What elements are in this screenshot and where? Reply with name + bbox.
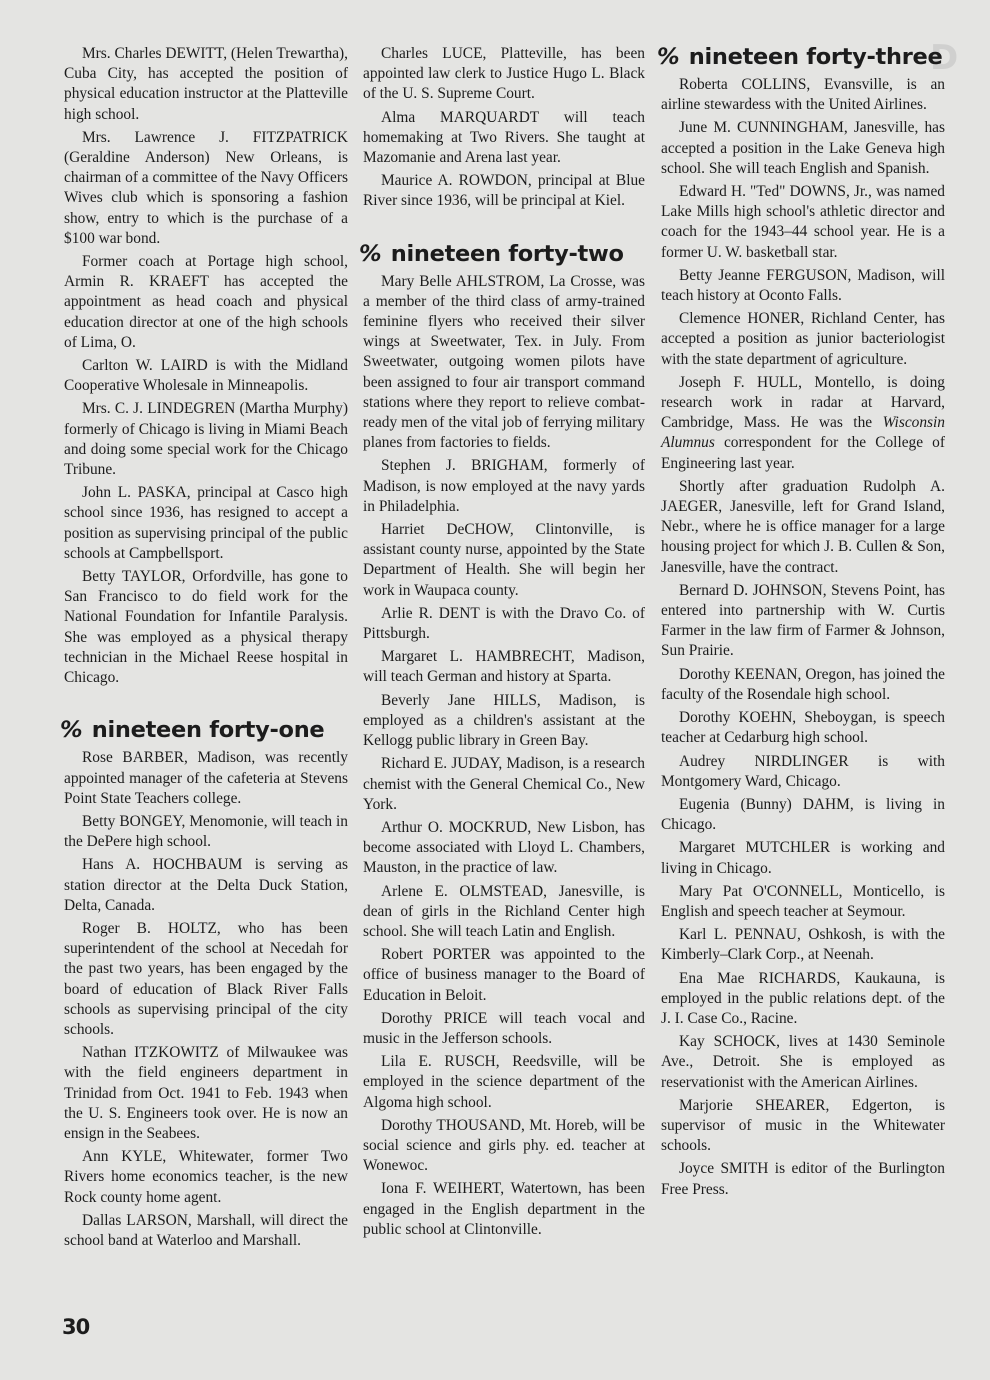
- item-price: Dorothy PRICE will teach vocal and music in the Jefferson schools.: [363, 1009, 645, 1047]
- item-itzkowitz: Nathan ITZKOWITZ of Milwaukee was with the field engineers department in Trinidad from Oct. 1941 to Feb. 1943 when the U. S. Engineers took over. He is now an ensign in the Seabees.: [64, 1044, 348, 1142]
- column-2: [359, 44, 645, 1243]
- page-number: 30: [62, 1315, 90, 1339]
- next-page-bleed-letter: D: [930, 38, 959, 78]
- item-hambrecht: Margaret L. HAMBRECHT, Madison, will teach German and history at Sparta.: [363, 648, 645, 686]
- section-heading-1941: % nineteen forty-one: [60, 717, 325, 744]
- item-koehn: Dorothy KOEHN, Sheboygan, is speech teacher at Cedarburg high school.: [661, 709, 945, 747]
- item-dent: Arlie R. DENT is with the Dravo Co. of Pittsburgh.: [363, 604, 645, 643]
- class-mark-icon: %: [359, 240, 382, 267]
- item-luce: Charles LUCE, Platteville, has been appointed law clerk to Justice Hugo L. Black of the U. S. Supreme Court.: [363, 45, 645, 103]
- item-mockrud: Arthur O. MOCKRUD, New Lisbon, has become associated with Lloyd L. Chambers, Mauston, in the practice of law.: [363, 818, 645, 877]
- item-larson: Dallas LARSON, Marshall, will direct the school band at Waterloo and Marshall.: [64, 1211, 348, 1249]
- item-nirdlinger: Audrey NIRDLINGER is with Montgomery Ward, Chicago.: [661, 752, 945, 790]
- item-weihert: Iona F. WEIHERT, Watertown, has been engaged in the English department in the public school at Clintonville.: [363, 1180, 645, 1238]
- item-marquardt: Alma MARQUARDT will teach homemaking at Two Rivers. She taught at Mazomanie and Arena last year.: [363, 108, 645, 167]
- item-shearer: Marjorie SHEARER, Edgerton, is supervisor of music in the Whitewater schools.: [661, 1096, 945, 1155]
- item-richards: Ena Mae RICHARDS, Kaukauna, is employed in the public relations dept. of the J. I. Case Co., Racine.: [661, 969, 945, 1027]
- item-downs: Edward H. "Ted" DOWNS, Jr., was named Lake Mills high school's athletic director and coach for the 1943–44 school year. He is a former U. W. basketball star.: [661, 183, 945, 261]
- column-1: [60, 44, 348, 1254]
- item-porter: Robert PORTER was appointed to the office of business manager to the Board of Education in Beloit.: [363, 946, 645, 1004]
- item-keenan: Dorothy KEENAN, Oregon, has joined the faculty of the Rosendale high school.: [661, 665, 945, 703]
- item-taylor: Betty TAYLOR, Orfordville, has gone to San Francisco to do field work for the National Foundation for Infantile Paralysis. She was employed as a physical therapy technician in the Michael Reese hospital in Chicago.: [64, 568, 348, 687]
- item-kyle: Ann KYLE, Whitewater, former Two Rivers home economics teacher, is the new Rock county home agent.: [64, 1148, 348, 1206]
- item-hochbaum: Hans A. HOCHBAUM is serving as station director at the Delta Duck Station, Delta, Canada.: [64, 856, 348, 914]
- magazine-title: Wisconsin Alumnus: [661, 414, 945, 452]
- item-honer: Clemence HONER, Richland Center, has accepted a position as junior bacteriologist with the state department of agriculture.: [661, 310, 945, 368]
- item-oconnell: Mary Pat O'CONNELL, Monticello, is English and speech teacher at Seymour.: [661, 882, 945, 920]
- item-olmstead: Arlene E. OLMSTEAD, Janesville, is dean of girls in the Richland Center high school. She will teach Latin and English.: [363, 882, 645, 940]
- item-johnson: Bernard D. JOHNSON, Stevens Point, has entered into partnership with W. Curtis Farmer in the law firm of Farmer & Johnson, Sun Prairie.: [661, 581, 945, 660]
- item-fitzpatrick: Mrs. Lawrence J. FITZPATRICK (Geraldine Anderson) New Orleans, is chairman of a committee of the Navy Officers Wives club which is sponsoring a fashion show, entry to which is the purchase of a $100 war bond.: [64, 128, 348, 247]
- item-pennau: Karl L. PENNAU, Oshkosh, is with the Kimberly–Clark Corp., at Neenah.: [661, 926, 945, 964]
- class-mark-icon: %: [60, 717, 83, 744]
- item-cunningham: June M. CUNNINGHAM, Janesville, has accepted a position in the Lake Geneva high school. She will teach English and Spanish.: [661, 119, 945, 177]
- item-rusch: Lila E. RUSCH, Reedsville, will be employed in the science department of the Algoma high school.: [363, 1053, 645, 1111]
- item-smith: Joyce SMITH is editor of the Burlington Free Press.: [661, 1160, 945, 1198]
- item-brigham: Stephen J. BRIGHAM, formerly of Madison, is now employed at the navy yards in Philadelphia.: [363, 457, 645, 515]
- section-heading-1942: % nineteen forty-two: [359, 240, 624, 267]
- item-juday: Richard E. JUDAY, Madison, is a research chemist with the General Chemical Co., New York.: [363, 755, 645, 813]
- item-barber: Rose BARBER, Madison, was recently appointed manager of the cafeteria at Stevens Point State Teachers college.: [64, 749, 348, 807]
- item-jaeger: Shortly after graduation Rudolph A. JAEGER, Janesville, left for Grand Island, Nebr., where he is office manager for a large housing project for which J. B. Cullen & Son, Janesville, have the contract.: [661, 477, 945, 576]
- item-lindegren: Mrs. C. J. LINDEGREN (Martha Murphy) formerly of Chicago is living in Miami Beach and doing some special work for the Chicago Tribune.: [64, 400, 348, 479]
- item-kraeft: Former coach at Portage high school, Armin R. KRAEFT has accepted the appointment as head coach and physical education director at one of the high schools of Lima, O.: [64, 253, 348, 351]
- item-collins: Roberta COLLINS, Evansville, is an airline stewardess with the United Airlines.: [661, 76, 945, 114]
- item-schock: Kay SCHOCK, lives at 1430 Seminole Ave., Detroit. She is employed as reservationist with the American Airlines.: [661, 1033, 945, 1091]
- item-ahlstrom: Mary Belle AHLSTROM, La Crosse, was a member of the third class of army-trained feminine flyers who received their silver wings at Sweetwater, Tex. in July. From Sweetwater, outgoing women pilots have been assigned to four air transport command stations where they report to relieve combat-ready men of the vital job of ferrying military planes from factories to fields.: [363, 272, 645, 452]
- item-dewitt: Mrs. Charles DEWITT, (Helen Trewartha), Cuba City, has accepted the position of physical education instructor at the Platteville high school.: [64, 45, 348, 123]
- item-hills: Beverly Jane HILLS, Madison, is employed as a children's assistant at the Kellogg public library in Green Bay.: [363, 691, 645, 750]
- class-mark-icon: %: [657, 44, 680, 70]
- item-paska: John L. PASKA, principal at Casco high school since 1936, has resigned to accept a position as supervising principal of the public schools at Campbellsport.: [64, 484, 348, 562]
- item-bongey: Betty BONGEY, Menomonie, will teach in the DePere high school.: [64, 812, 348, 851]
- item-dahm: Eugenia (Bunny) DAHM, is living in Chicago.: [661, 795, 945, 834]
- column-3: [657, 44, 945, 1203]
- item-ferguson: Betty Jeanne FERGUSON, Madison, will teach history at Oconto Falls.: [661, 266, 945, 305]
- item-dechow: Harriet DeCHOW, Clintonville, is assistant county nurse, appointed by the State Department of Health. She will begin her work in Waupaca county.: [363, 521, 645, 599]
- item-laird: Carlton W. LAIRD is with the Midland Cooperative Wholesale in Minneapolis.: [64, 357, 348, 395]
- section-heading-1943: % nineteen forty-three: [657, 44, 943, 70]
- item-mutchler: Margaret MUTCHLER is working and living in Chicago.: [661, 839, 945, 877]
- item-thousand: Dorothy THOUSAND, Mt. Horeb, will be social science and girls phy. ed. teacher at Wonewoc.: [363, 1116, 645, 1175]
- item-rowdon: Maurice A. ROWDON, principal at Blue River since 1936, will be principal at Kiel.: [363, 172, 645, 210]
- item-hull: Joseph F. HULL, Montello, is doing research work in radar at Harvard, Cambridge, Mass. He was the Wisconsin Alumnus correspondent for the College of Engineering last year.: [661, 373, 945, 472]
- item-holtz: Roger B. HOLTZ, who has been superintendent of the school at Necedah for the past two years, has been engaged by the board of education of Black River Falls schools as supervising principal of the city schools.: [64, 919, 348, 1038]
